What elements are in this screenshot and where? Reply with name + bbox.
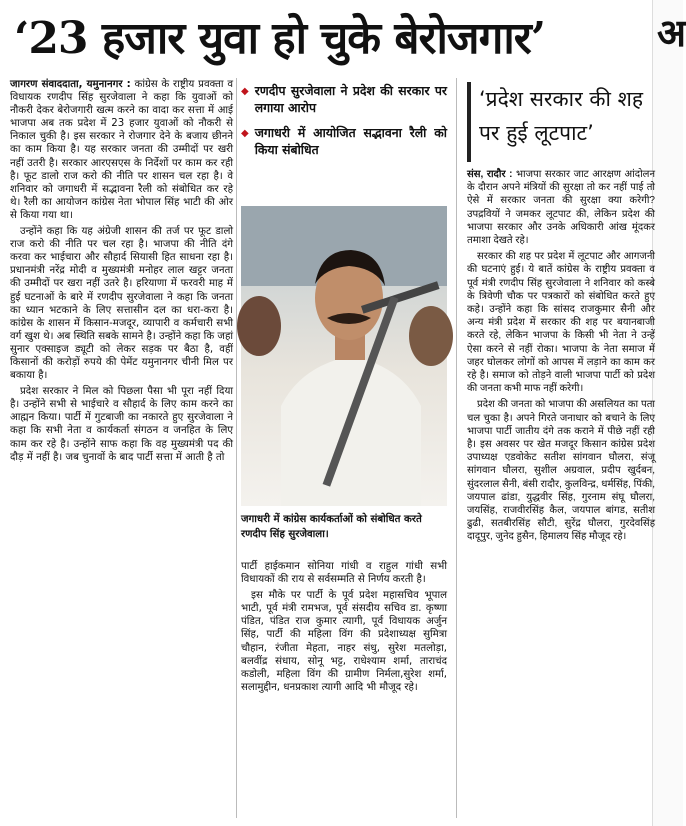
article-paragraph: इस मौके पर पार्टी के पूर्व प्रदेश महासचिव भूपाल भाटी, पूर्व मंत्री रामभज, पूर्व संसदीय सचिव डा. कृष्णा पंडित, पंडित राज कुमार त्यागी, पूर्व विधायक अर्जुन सिंह, पार्टी की महिला विंग की प्रदेशाध्यक्ष सुमित्रा चौहान, रंजीता मेहता, नाहर संधु, सुरेश मतलोड़ा, बलवींद्र संधाय, सोनू भट्ट, राधेश्याम शर्मा, ताराचंद कडोली, महिला विंग की ग्रामीण निर्मला,सुरेश शर्मा, सलामुद्दीन, धनप्रकाश त्यागी आदि भी मौजूद रहे। [241, 590, 447, 693]
highlight-bullets [241, 82, 447, 166]
diamond-bullet-icon: ◆ [241, 128, 249, 139]
highlight-bullet: ◆ रणदीप सुरजेवाला ने प्रदेश की सरकार पर लगाया आरोप [241, 83, 447, 115]
photo-caption: जगाधरी में कांग्रेस कार्यकर्ताओं को संबोधित करते रणदीप सिंह सुरजेवाला। [241, 514, 422, 540]
article-paragraph: जागरण संवाददाता, यमुनानगर : कांग्रेस के राष्ट्रीय प्रवक्ता व विधायक रणदीप सिंह सुरजेवाला ने कहा कि युवाओं को नौकरी देकर बेरोजगारी खत्म करने का वादा कर सत्ता में आई भाजपा अब तक प्रदेश में 23 हजार युवाओं को नौकरी से निकाल चुकी है। इस सरकार ने रोजगार देने के बजाय छीनने का काम किया है। यह सरकार जनता की उम्मीदों पर खरी नहीं उतरी है। सरकार आरएसएस के निर्देशों पर काम कर रही है। फूट डालो राज करो की नीति पर शासन चल रहा है। वे शनिवार को जगाधरी में सद्भावना रैली को संबोधित कर रहे थे। रैली का आयोजन कांग्रेस नेता भोपाल सिंह भाटी की ओर से किया गया था। [10, 79, 233, 221]
column-divider [456, 78, 457, 818]
sidebar-headline: ‘प्रदेश सरकार की शह पर हुई लूटपाट’ [467, 82, 655, 162]
speaker-photo-illustration [241, 206, 447, 506]
sidebar-article [467, 168, 655, 818]
article-column-1 [10, 78, 233, 818]
article-paragraph: प्रदेश सरकार ने मिल को पिछला पैसा भी पूरा नहीं दिया है। उन्होंने सभी से भाईचारे व सौहार्द के लिए काम करने का आह्मन किया। पार्टी में गुटबाजी का नकारते हुए सुरजेवाला ने कहा कि सभी नेता व कार्यकर्ता संगठन व जनहित के लिए काम कर रहे है। उन्होंने साफ कहा कि वह मुख्यमंत्री पद की दौड़ में नहीं है। जब चुनावों के बाद पार्टी सत्ता में आती है तो [10, 386, 233, 463]
sidebar-paragraph: सरकार की शह पर प्रदेश में लूटपाट और आगजनी की घटनाएं हुई। ये बातें कांग्रेस के राष्ट्रीय प्रवक्ता व पूर्व मंत्री रणदीप सिंह सुरजेवाला ने शनिवार को कस्बे के त्रिवेणी चौक पर पत्रकारों को संबोधित करते हुए कहे। उन्होंने कहा कि सांसद राजकुमार सैनी और अन्य मंत्री प्रदेश में सरकार की शह पर बयानबाजी करते रहे, लेकिन भाजपा के किसी भी नेता ने उन्हें ऐसा करने से नहीं रोका। भाजपा के नेता समाज में जहर घोलकर लोगों को आपस में लड़ाने का काम कर रहे है। समाज को तोड़ने वाली भाजपा पार्टी को प्रदेश की जनता कभी माफ नहीं करेगी। [467, 251, 655, 395]
speaker-photo [241, 206, 447, 506]
sidebar-paragraph: संस, रादौर : भाजपा सरकार जाट आरक्षण आंदोलन के दौरान अपने मंत्रियों की सुरक्षा तो कर नहीं पाई तो ऐसे में सरकार जनता की सुरक्षा क्या करेगी? उपद्रवियों ने जमकर लूटपाट की, लेकिन प्रदेश की भाजपा सरकार और उनके अधिकारी आंख मूंदकर तमाशा देखते रहे। [467, 169, 656, 247]
article-paragraph: पार्टी हाईकमान सोनिया गांधी व राहुल गांधी सभी विधायकों की राय से सर्वसम्मति से निर्णय करती है। [241, 561, 447, 586]
article-column-2 [241, 560, 447, 818]
headline: ‘23 हजार युवा हो चुके बेरोजगार’ [14, 13, 546, 64]
sidebar-dateline: संस, रादौर : [467, 169, 513, 180]
adjacent-page-char: अ [657, 10, 686, 55]
article-paragraph: उन्होंने कहा कि यह अंग्रेजी शासन की तर्ज पर फूट डालो राज करो की नीति पर चल रहा है। भाजपा की नीति दंगे करवा कर भाईचारा और सौहार्द सियासी हित साधना रहा है। प्रधानमंत्री नरेंद्र मोदी व मुख्यमंत्री मनोहर लाल खट्टर जनता की उम्मीदों पर खरा नहीं उतरे है। हरियाणा में फरवरी माह में हुई घटनाओं के बारे में रणदीप सुरजेवाला ने कहा कि जनता का ध्यान भटकाने के लिए सत्तासीन दल का धरा-करा है। कांग्रेस के शासन में किसान-मजदूर, व्यापारी व कर्मचारी सभी वर्ग खुश थे। अब स्थिति सबके सामने है। उन्होंने कहा कि जहां सुनार एक्साइज ड्यूटी को लेकर सड़क पर बैठा है, वहीं किसानों की करोड़ों रुपये की पेमेंट यमुनानगर चीनी मिल पर बकाया है। [10, 226, 233, 382]
column-divider [236, 78, 237, 818]
adjacent-page-edge [652, 0, 686, 826]
article-dateline: जागरण संवाददाता, यमुनानगर : [10, 79, 131, 90]
highlight-bullet: ◆ जगाधरी में आयोजित सद्भावना रैली को किया संबोधित [241, 125, 447, 157]
diamond-bullet-icon: ◆ [241, 86, 249, 97]
sidebar-paragraph: प्रदेश की जनता को भाजपा की असलियत का पता चल चुका है। अपने गिरते जनाधार को बचाने के लिए भाजपा पार्टी जातीय दंगे तक कराने में पीछे नहीं रही है। इस अवसर पर खेत मजदूर किसान कांग्रेस प्रदेश उपाध्यक्ष एडवोकेट सतीश सांगवान घौलरा, संजू सांगवान घौलरा, सुशील अग्रवाल, प्रदीप खुर्दबन, सुंदरलाल सैनी, बंसी रादौर, कुलविन्द्र, धर्मसिंह, पिंकी, जयपाल ढांडा, युद्धवीर सिंह, गुरनाम संघू घौलरा, जयसिंह, राजवीरसिंह कैल, जयपाल बांगड, सतीश ढुढी, सतबीरसिंह सौटी, सुरेंद्र घौलरा, गुरदेवसिंह दादूपुर, जुनेद हुसैन, हिमालय सिंह मौजूद रहे। [467, 399, 655, 543]
